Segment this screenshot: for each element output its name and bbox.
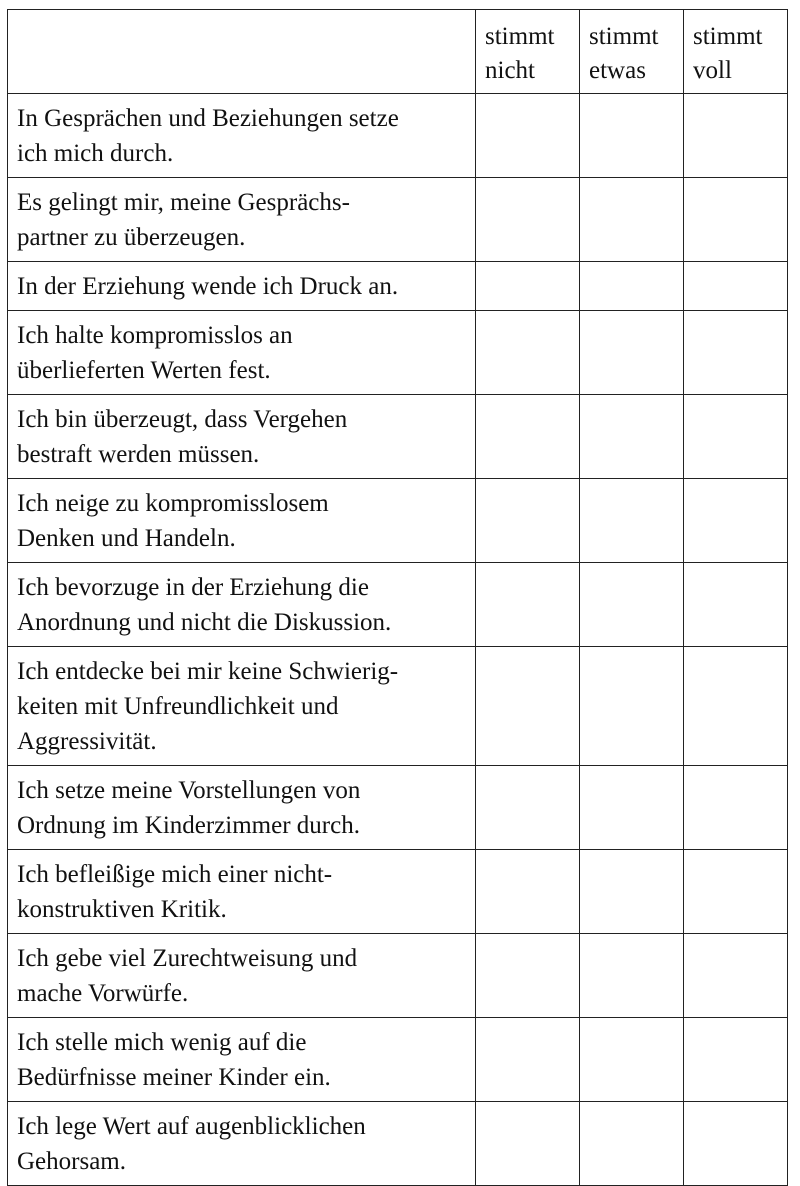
header-row xyxy=(8,10,788,94)
statement-line: partner zu überzeugen. xyxy=(17,224,246,251)
answer-box-stimmt-etwas[interactable] xyxy=(580,850,684,934)
column-header-line: nicht xyxy=(485,57,535,84)
statement-text-cell xyxy=(8,395,476,479)
statement-line: Ich lege Wert auf augenblicklichen xyxy=(17,1113,366,1140)
answer-box-stimmt-nicht[interactable] xyxy=(476,395,580,479)
statement-line: In der Erziehung wende ich Druck an. xyxy=(17,273,399,300)
statement-row xyxy=(8,563,788,647)
statement-line: Gehorsam. xyxy=(17,1148,126,1175)
statement-text-cell xyxy=(8,563,476,647)
statement-line: überlieferten Werten fest. xyxy=(17,357,271,384)
answer-box-stimmt-nicht[interactable] xyxy=(476,262,580,311)
statement-line: Bedürfnisse meiner Kinder ein. xyxy=(17,1064,331,1091)
answer-box-stimmt-nicht[interactable] xyxy=(476,934,580,1018)
statement-text-cell xyxy=(8,178,476,262)
answer-box-stimmt-voll[interactable] xyxy=(684,262,788,311)
statement-line: In Gesprächen und Beziehungen setze xyxy=(17,105,399,132)
answer-box-stimmt-etwas[interactable] xyxy=(580,563,684,647)
statement-line: Ich entdecke bei mir keine Schwierig- xyxy=(17,658,399,685)
statement-row xyxy=(8,1102,788,1186)
answer-box-stimmt-nicht[interactable] xyxy=(476,178,580,262)
answer-box-stimmt-etwas[interactable] xyxy=(580,479,684,563)
statement-row xyxy=(8,311,788,395)
statement-text-cell xyxy=(8,766,476,850)
answer-box-stimmt-voll[interactable] xyxy=(684,934,788,1018)
statement-line: Aggressivität. xyxy=(17,728,157,755)
statement-row xyxy=(8,479,788,563)
statement-line: mache Vorwürfe. xyxy=(17,980,189,1007)
column-header-stimmt-nicht xyxy=(476,10,580,94)
answer-box-stimmt-etwas[interactable] xyxy=(580,94,684,178)
answer-box-stimmt-nicht[interactable] xyxy=(476,311,580,395)
answer-box-stimmt-etwas[interactable] xyxy=(580,934,684,1018)
answer-box-stimmt-voll[interactable] xyxy=(684,395,788,479)
statement-text-cell xyxy=(8,311,476,395)
column-header-line: etwas xyxy=(589,57,646,84)
answer-box-stimmt-etwas[interactable] xyxy=(580,1102,684,1186)
answer-box-stimmt-voll[interactable] xyxy=(684,850,788,934)
answer-box-stimmt-nicht[interactable] xyxy=(476,563,580,647)
statement-line: Ich befleißige mich einer nicht- xyxy=(17,861,333,888)
column-header-line: voll xyxy=(693,57,732,84)
answer-box-stimmt-nicht[interactable] xyxy=(476,766,580,850)
statement-text-cell xyxy=(8,934,476,1018)
statement-line: ich mich durch. xyxy=(17,140,174,167)
statement-line: Anordnung und nicht die Diskussion. xyxy=(17,609,392,636)
statement-text-cell xyxy=(8,1102,476,1186)
answer-box-stimmt-nicht[interactable] xyxy=(476,1018,580,1102)
statement-row xyxy=(8,766,788,850)
statement-line: konstruktiven Kritik. xyxy=(17,896,227,923)
answer-box-stimmt-etwas[interactable] xyxy=(580,262,684,311)
statement-line: Ich stelle mich wenig auf die xyxy=(17,1029,307,1056)
answer-box-stimmt-nicht[interactable] xyxy=(476,94,580,178)
answer-box-stimmt-voll[interactable] xyxy=(684,647,788,766)
answer-box-stimmt-voll[interactable] xyxy=(684,178,788,262)
statement-line: keiten mit Unfreundlichkeit und xyxy=(17,693,339,720)
answer-box-stimmt-etwas[interactable] xyxy=(580,1018,684,1102)
column-header-line: stimmt xyxy=(693,23,763,50)
statement-text-cell xyxy=(8,262,476,311)
statement-line: Ich bevorzuge in der Erziehung die xyxy=(17,574,369,601)
answer-box-stimmt-etwas[interactable] xyxy=(580,395,684,479)
answer-box-stimmt-etwas[interactable] xyxy=(580,766,684,850)
answer-box-stimmt-voll[interactable] xyxy=(684,766,788,850)
statement-text-cell xyxy=(8,94,476,178)
statement-line: Es gelingt mir, meine Gesprächs- xyxy=(17,189,350,216)
statement-line: Ich gebe viel Zurechtweisung und xyxy=(17,945,358,972)
statement-line: bestraft werden müssen. xyxy=(17,441,260,468)
statement-text-cell xyxy=(8,1018,476,1102)
column-header-stimmt-etwas xyxy=(580,10,684,94)
statement-line: Ich setze meine Vorstellungen von xyxy=(17,777,361,804)
statement-text-cell xyxy=(8,479,476,563)
answer-box-stimmt-nicht[interactable] xyxy=(476,479,580,563)
statement-row xyxy=(8,94,788,178)
statement-text-cell xyxy=(8,647,476,766)
answer-box-stimmt-voll[interactable] xyxy=(684,94,788,178)
answer-box-stimmt-etwas[interactable] xyxy=(580,178,684,262)
statement-line: Ordnung im Kinderzimmer durch. xyxy=(17,812,360,839)
answer-box-stimmt-nicht[interactable] xyxy=(476,850,580,934)
answer-box-stimmt-nicht[interactable] xyxy=(476,647,580,766)
statement-text-cell xyxy=(8,850,476,934)
corner-cell xyxy=(8,10,476,94)
answer-box-stimmt-voll[interactable] xyxy=(684,1102,788,1186)
answer-box-stimmt-voll[interactable] xyxy=(684,563,788,647)
statement-line: Ich bin überzeugt, dass Vergehen xyxy=(17,406,348,433)
statement-row xyxy=(8,395,788,479)
statement-row xyxy=(8,647,788,766)
column-header-stimmt-voll xyxy=(684,10,788,94)
answer-box-stimmt-etwas[interactable] xyxy=(580,311,684,395)
statement-row xyxy=(8,262,788,311)
statement-line: Denken und Handeln. xyxy=(17,525,236,552)
answer-box-stimmt-voll[interactable] xyxy=(684,1018,788,1102)
statement-rows xyxy=(8,94,788,1186)
answer-box-stimmt-etwas[interactable] xyxy=(580,647,684,766)
column-header-line: stimmt xyxy=(589,23,659,50)
answer-box-stimmt-voll[interactable] xyxy=(684,311,788,395)
answer-box-stimmt-nicht[interactable] xyxy=(476,1102,580,1186)
column-header-line: stimmt xyxy=(485,23,555,50)
statement-row xyxy=(8,850,788,934)
statement-row xyxy=(8,178,788,262)
statement-line: Ich halte kompromisslos an xyxy=(17,322,293,349)
statement-row xyxy=(8,934,788,1018)
statement-row xyxy=(8,1018,788,1102)
self-assessment-table xyxy=(7,9,788,1186)
statement-line: Ich neige zu kompromisslosem xyxy=(17,490,329,517)
answer-box-stimmt-voll[interactable] xyxy=(684,479,788,563)
